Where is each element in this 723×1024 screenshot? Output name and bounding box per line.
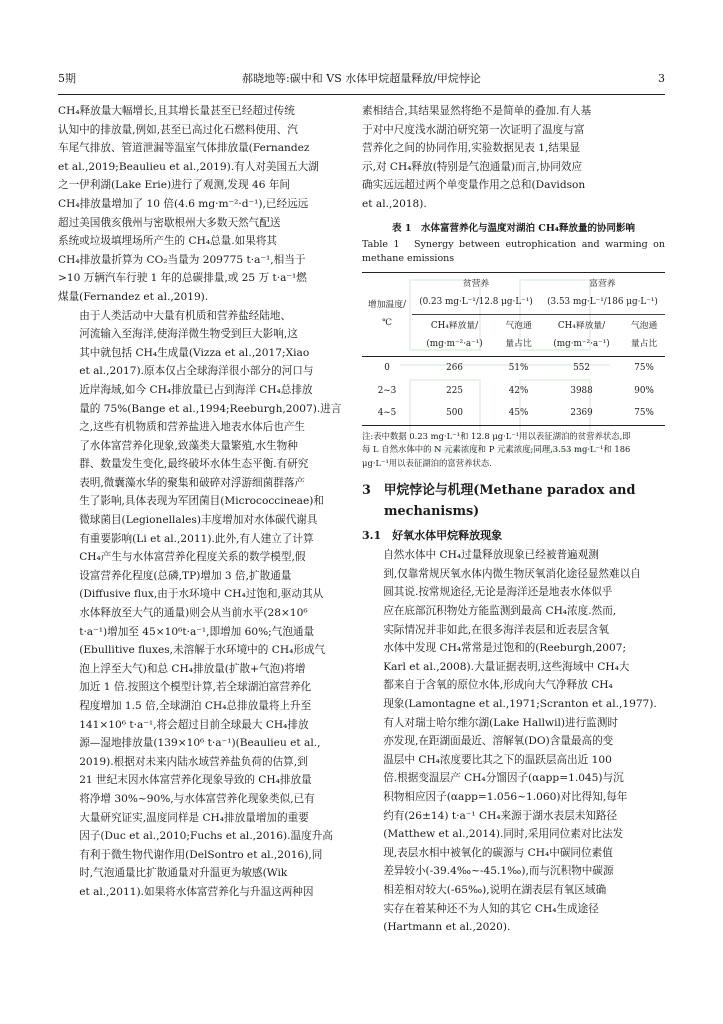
text-line: 温层中 CH₄浓度要比其之下的温跃层高出近 100 xyxy=(383,753,612,766)
paragraph-4 xyxy=(362,546,665,936)
text-line: t·a⁻¹)增加至 45×10⁶t·a⁻¹,即增加 60%;气泡通量 xyxy=(79,625,315,638)
text-line: CH₄排放量增加了 10 倍(4.6 mg·m⁻²·d⁻¹),已经远远 xyxy=(58,197,309,210)
text-line: 大量研究证实,温度同样是 CH₄排放量增加的重要 xyxy=(79,811,309,824)
text-line: 时,气泡通量比扩散通量对升温更为敏感(Wik xyxy=(79,867,288,880)
cell-rich-bubble: 90% xyxy=(634,385,654,396)
group-header-poor xyxy=(412,272,540,314)
sub-header-rich-bubble xyxy=(623,314,665,356)
sub-release-unit: (mg·m⁻²·a⁻¹) xyxy=(553,339,610,350)
text-line: 程度增加 1.5 倍,全球湖泊 CH₄总排放量将上升至 xyxy=(79,700,312,712)
text-line: 有重要影响(Li et al.,2011).此外,有人建立了计算 xyxy=(79,532,314,545)
text-line: 表明,微囊藻水华的聚集和破碎对浮游细菌群落产 xyxy=(79,476,306,489)
paragraph-1 xyxy=(58,102,358,307)
text-line: 加近 1 倍.按照这个模型计算,若全球湖泊富营养化 xyxy=(79,681,312,694)
text-line: 素相结合,其结果显然将绝不是简单的叠加.有人基 xyxy=(362,105,592,117)
text-line: et al.,2011).如果将水体富营养化与升温这两种因 xyxy=(79,885,314,898)
text-line: 相差相对较大(-65‰),说明在湖表层有氧区域确 xyxy=(383,883,607,896)
text-line: (Ebullitive fluxes,未溶解于水环境中的 CH₄形成气 xyxy=(79,644,326,657)
group-poor-conc: (0.23 mg·L⁻¹/12.8 μg·L⁻¹) xyxy=(419,297,533,308)
text-line: (Hartmann et al.,2020). xyxy=(383,921,511,934)
text-line: 都来自于含氧的原位水体,形成向大气净释放 CH₄ xyxy=(383,679,613,692)
sub-bubble-label-2: 量占比 xyxy=(505,339,532,350)
text-line: CH₄产生与水体富营养化程度关系的数学模型,假 xyxy=(79,551,306,564)
text-line: 倍.根据变温层产 CH₄分馏因子(αapp=1.045)与沉 xyxy=(383,772,624,785)
group-header-rich xyxy=(540,272,665,314)
text-line: 系统或垃圾填埋场所产生的 CH₄总量.如果将其 xyxy=(58,235,278,248)
text-line: 示,对 CH₄释放(特别是气泡通量)而言,协同效应 xyxy=(362,160,583,173)
sub-header-poor-bubble xyxy=(497,314,540,356)
text-line: 有人对瑞士哈尔维尔湖(Lake Hallwil)进行监测时 xyxy=(383,716,618,729)
sub-bubble-label-2: 量占比 xyxy=(630,339,658,350)
text-line: 应在底部沉积物处方能监测到最高 CH₄浓度.然而, xyxy=(383,605,617,617)
paragraph-2 xyxy=(58,307,358,902)
text-line: Karl et al.,2008).大量证据表明,这些海域中 CH₄大 xyxy=(383,660,630,673)
section-heading-line-1: 3 甲烷悖论与机理(Methane paradox and xyxy=(362,483,636,499)
section-heading-line-2: mechanisms) xyxy=(384,504,480,520)
table-row xyxy=(362,356,665,379)
text-line: 微球菌目(Legionellales)丰度增加对水体碳代谢具 xyxy=(79,514,318,527)
text-line: CH₄排放量折算为 CO₂当量为 209775 t·a⁻¹,相当于 xyxy=(58,253,306,266)
text-line: 其中就包括 CH₄生成量(Vizza et al.,2017;Xiao xyxy=(79,346,310,359)
text-line: 到,仅靠常规厌氧水体内微生物厌氧消化途径显然难以自 xyxy=(383,567,641,580)
text-line: 设富营养化程度(总磷,TP)增加 3 倍,扩散通量 xyxy=(79,569,292,582)
text-line: 煤量(Fernandez et al.,2019). xyxy=(58,290,209,303)
section-heading-3 xyxy=(362,480,665,522)
text-line: 水体释放至大气的通量)则会从当前水平(28×10⁶ xyxy=(79,607,308,620)
issue-number: 5期 xyxy=(58,72,76,85)
text-line: 实际情况并非如此,在很多海洋表层和近表层含氧 xyxy=(383,623,610,636)
cell-temp: 2~3 xyxy=(377,385,397,396)
text-line: 了水体富营养化现象,致藻类大量繁殖,水生物种 xyxy=(79,439,298,452)
text-line: 现象(Lamontagne et al.,1971;Scranton et al.,1977). xyxy=(383,697,657,710)
sub-bubble-label: 气泡通 xyxy=(630,320,658,331)
text-line: 泡上浮至大气)和总 CH₄排放量(扩散+气泡)将增 xyxy=(79,662,306,675)
text-line: 河流输入至海洋,使海洋微生物受到巨大影响,这 xyxy=(79,328,298,341)
text-line: et al.,2018). xyxy=(362,197,427,210)
synergy-table xyxy=(362,272,665,426)
cell-poor-bubble: 45% xyxy=(497,402,540,425)
table-note xyxy=(362,430,665,471)
text-line: CH₄释放量大幅增长,且其增长量甚至已经超过传统 xyxy=(58,105,295,117)
text-line: 将净增 30%~90%,与水体富营养化现象类似,已有 xyxy=(79,792,315,805)
cell-rich-bubble: 75% xyxy=(623,356,665,379)
note-line: 注:表中数据 0.23 mg·L⁻¹和 12.8 μg·L⁻¹用以表征湖泊的贫营养状态,即 xyxy=(362,430,631,441)
page-number: 3 xyxy=(658,72,665,85)
text-line: 2019).根据对未来内陆水域营养盐负荷的估算,到 xyxy=(79,755,308,768)
text-line: 超过美国俄亥俄州与密歇根州大多数天然气配送 xyxy=(58,216,281,229)
text-line: 水体中发现 CH₄常常是过饱和的(Reeburgh,2007; xyxy=(383,642,627,655)
text-line: 有利于微生物代谢作用(DelSontro et al.,2016),同 xyxy=(79,848,323,861)
subsection-heading-3-1: 3.1 好氧水体甲烷释放现象 xyxy=(362,529,503,543)
header-rule xyxy=(58,94,665,95)
text-line: 于对中尺度浅水湖泊研究第一次证明了温度与富 xyxy=(362,123,585,136)
text-line: 认知中的排放量,例如,甚至已高过化石燃料使用、汽 xyxy=(58,123,298,136)
cell-rich-release: 2369 xyxy=(540,402,623,425)
cell-poor-release: 266 xyxy=(412,356,497,379)
sub-header-rich-release xyxy=(540,314,623,356)
text-line: (Diffusive flux,由于水环境中 CH₄过饱和,驱动其从 xyxy=(79,588,324,601)
text-line: 141×10⁶ t·a⁻¹,将会超过目前全球最大 CH₄排放 xyxy=(79,718,309,731)
text-line: et al.,2019;Beaulieu et al.,2019).有人对美国五大湖 xyxy=(58,160,319,173)
cell-rich-release: 552 xyxy=(540,356,623,379)
text-line: 确实远远超过两个单变量作用之总和(Davidson xyxy=(362,179,586,192)
text-line: 群、数量发生变化,最终破坏水体生态平衡.有研究 xyxy=(79,458,309,471)
table-row xyxy=(362,402,665,425)
note-line: 每 L 自然水体中的 N 元素浓度和 P 元素浓度;同理,3.53 mg·L⁻¹和 186 xyxy=(362,444,631,455)
sub-release-unit: (mg·m⁻²·a⁻¹) xyxy=(426,339,483,350)
table-row xyxy=(362,380,665,403)
group-poor-label: 贫营养 xyxy=(462,278,490,289)
text-line: 积物相应因子(αapp=1.056~1.060)对比得知,每年 xyxy=(383,790,628,803)
cell-poor-release: 225 xyxy=(446,385,463,396)
col-header-temp: 增加温度/℃ xyxy=(362,272,412,356)
sub-release-label: CH₄释放量/ xyxy=(430,320,479,331)
text-line: 源—湿地排放量(139×10⁶ t·a⁻¹)(Beaulieu et al., xyxy=(79,737,321,750)
table-caption-cn: 表 1 水体富营养化与温度对湖泊 CH₄释放量的协同影响 xyxy=(392,222,635,234)
cell-rich-release: 3988 xyxy=(570,385,593,396)
text-line: >10 万辆汽车行驶 1 年的总碳排量,或 25 万 t·a⁻¹燃 xyxy=(58,272,307,285)
group-rich-conc: (3.53 mg·L⁻¹/186 μg·L⁻¹) xyxy=(547,297,658,308)
text-line: 生了影响,具体表现为军团菌目(Micrococcineae)和 xyxy=(79,495,324,508)
text-line: 营养化之间的协同作用,实验数据见表 1,结果显 xyxy=(362,142,581,155)
text-line: et al.,2017).原本仅占全球海洋很小部分的河口与 xyxy=(79,365,314,378)
cell-temp: 0 xyxy=(362,356,412,379)
text-line: 差异较小(-39.4‰~-45.1‰),而与沉积物中碳源 xyxy=(383,865,614,878)
right-column xyxy=(362,102,665,937)
text-line: 由于人类活动中大量有机质和营养盐经陆地、 xyxy=(79,309,292,322)
cell-poor-bubble: 51% xyxy=(497,356,540,379)
text-line: 圆其说.按常规途径,无论是海洋还是地表水体似乎 xyxy=(383,586,613,599)
text-line: 车尾气排放、管道泄漏等温室气体排放量(Fernandez xyxy=(58,142,310,155)
table-caption-en: Table 1 Synergy between eutrophication and warming on methane emissions xyxy=(362,238,665,264)
text-line: 亦发现,在距湖面最近、溶解氧(DO)含量最高的变 xyxy=(383,735,614,748)
text-line: 自然水体中 CH₄过量释放现象已经被普遍观测 xyxy=(383,549,599,562)
text-line: 现,表层水相中被氧化的碳源与 CH₄中碳同位素值 xyxy=(383,846,613,859)
text-line: 之一伊利湖(Lake Erie)进行了观测,发现 46 年间 xyxy=(58,179,291,192)
text-line: 21 世纪末因水体富营养化现象导致的 CH₄排放量 xyxy=(79,774,312,787)
group-rich-label: 富营养 xyxy=(589,278,616,289)
cell-temp: 4~5 xyxy=(362,402,412,425)
sub-release-label: CH₄释放量/ xyxy=(557,320,606,331)
cell-rich-bubble: 75% xyxy=(623,402,665,425)
sub-header-poor-release xyxy=(412,314,497,356)
running-title: 郝晓地等:碳中和 VS 水体甲烷超量释放/甲烷悖论 xyxy=(242,72,481,85)
paragraph-3 xyxy=(362,102,665,214)
text-line: 因子(Duc et al.,2010;Fuchs et al.,2016).温度升高 xyxy=(79,830,333,843)
text-line: 近岸海域,如今 CH₄排放量已占到海洋 CH₄总排放 xyxy=(79,383,313,396)
cell-poor-bubble: 42% xyxy=(508,385,529,396)
page-header xyxy=(58,70,665,88)
left-column xyxy=(58,102,358,902)
text-line: 之,这些有机物质和营养盐进入地表水体后也产生 xyxy=(79,421,306,434)
note-line: μg·L⁻¹用以表征湖泊的富营养状态. xyxy=(362,457,492,468)
text-line: 实存在着某种还不为人知的其它 CH₄生成途径 xyxy=(383,902,599,915)
sub-bubble-label: 气泡通 xyxy=(505,320,532,331)
table-caption xyxy=(362,222,665,266)
cell-poor-release: 500 xyxy=(412,402,497,425)
text-line: 约有(26±14) t·a⁻¹ CH₄来源于湖水表层未知路径 xyxy=(383,809,618,822)
text-line: 量的 75%(Bange et al.,1994;Reeburgh,2007).进言 xyxy=(79,402,342,415)
text-line: (Matthew et al.,2014).同时,采用同位素对比法发 xyxy=(383,828,624,841)
